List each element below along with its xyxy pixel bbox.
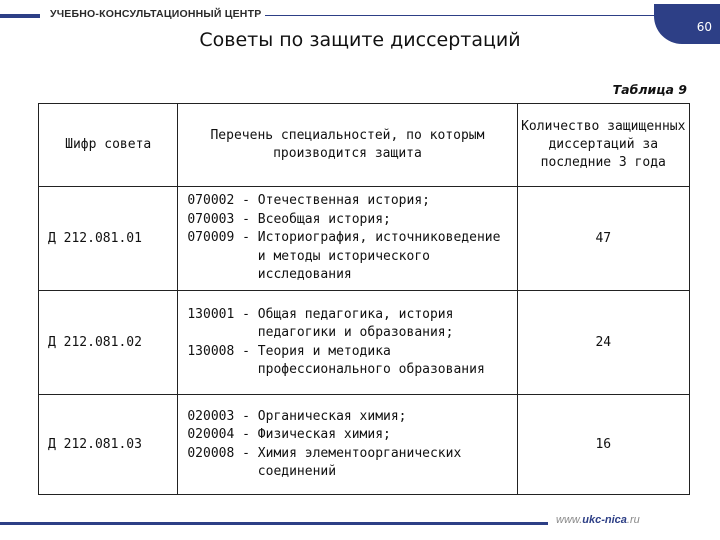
table-row (39, 291, 690, 395)
header-accent-bar (0, 14, 40, 18)
specialty-name: Историография, источниковедение и методы исторического исследования (257, 230, 501, 283)
specialty-item: 070003 - Всеобщая история; (187, 211, 516, 230)
defense-count: 47 (517, 187, 689, 291)
specialty-list (178, 192, 516, 285)
footer-divider (0, 522, 548, 525)
specialty-code: 130008 (187, 343, 235, 359)
specialties-cell (178, 395, 517, 495)
council-code: Д 212.081.02 (39, 291, 178, 395)
specialty-item: 020008 - Химия элементоорганических соединений (187, 445, 516, 482)
councils-table (38, 103, 690, 495)
specialty-code: 020003 (187, 408, 235, 424)
defense-count: 24 (517, 291, 689, 395)
specialty-code: 070009 (187, 230, 235, 246)
specialty-item: 070009 - Историография, источниковедение и методы исторического исследования (187, 229, 516, 285)
table-caption: Таблица 9 (612, 82, 687, 97)
specialty-code: 070003 (187, 211, 235, 227)
website-suffix: .ru (626, 514, 640, 526)
table-row (39, 187, 690, 291)
header-divider (265, 15, 655, 16)
website-prefix: www. (556, 514, 583, 526)
website-name: ukc-nica (582, 514, 627, 526)
page-title: Советы по защите диссертаций (199, 29, 521, 51)
specialty-item: 020003 - Органическая химия; (187, 408, 516, 427)
specialty-name: Органическая химия; (257, 408, 407, 424)
defense-count: 16 (517, 395, 689, 495)
column-header-count: Количество защищенных диссертаций за последние 3 года (517, 104, 689, 187)
specialty-code: 070002 (187, 193, 235, 209)
specialty-name: Отечественная история; (257, 193, 430, 209)
organization-name: УЧЕБНО-КОНСУЛЬТАЦИОННЫЙ ЦЕНТР (50, 8, 262, 20)
specialty-name: Общая педагогика, история педагогики и образования; (257, 306, 454, 340)
specialty-item: 130001 - Общая педагогика, история педагогики и образования; (187, 306, 516, 343)
specialties-cell (178, 291, 517, 395)
specialty-name: Физическая химия; (257, 427, 391, 442)
specialty-item: 130008 - Теория и методика профессионального образования (187, 343, 516, 380)
specialty-name: Химия элементоорганических соединений (257, 445, 462, 479)
council-code: Д 212.081.03 (39, 395, 178, 495)
specialty-list (178, 306, 516, 380)
website-link[interactable] (556, 514, 640, 526)
specialty-code: 020004 (187, 427, 235, 442)
column-header-code: Шифр совета (39, 104, 178, 187)
council-code: Д 212.081.01 (39, 187, 178, 291)
specialty-code: 130001 (187, 306, 235, 322)
specialties-cell (178, 187, 517, 291)
specialty-name: Всеобщая история; (257, 211, 391, 227)
specialty-item: 070002 - Отечественная история; (187, 192, 516, 211)
table-header-row (39, 104, 690, 187)
table-row (39, 395, 690, 495)
specialty-item: 020004 - Физическая химия; (187, 426, 516, 445)
specialty-name: Теория и методика профессионального образования (257, 343, 485, 377)
column-header-specialties: Перечень специальностей, по которым производится защита (178, 104, 517, 187)
specialty-code: 020008 (187, 445, 235, 461)
page-number: 60 (696, 20, 712, 34)
specialty-list (178, 408, 516, 482)
